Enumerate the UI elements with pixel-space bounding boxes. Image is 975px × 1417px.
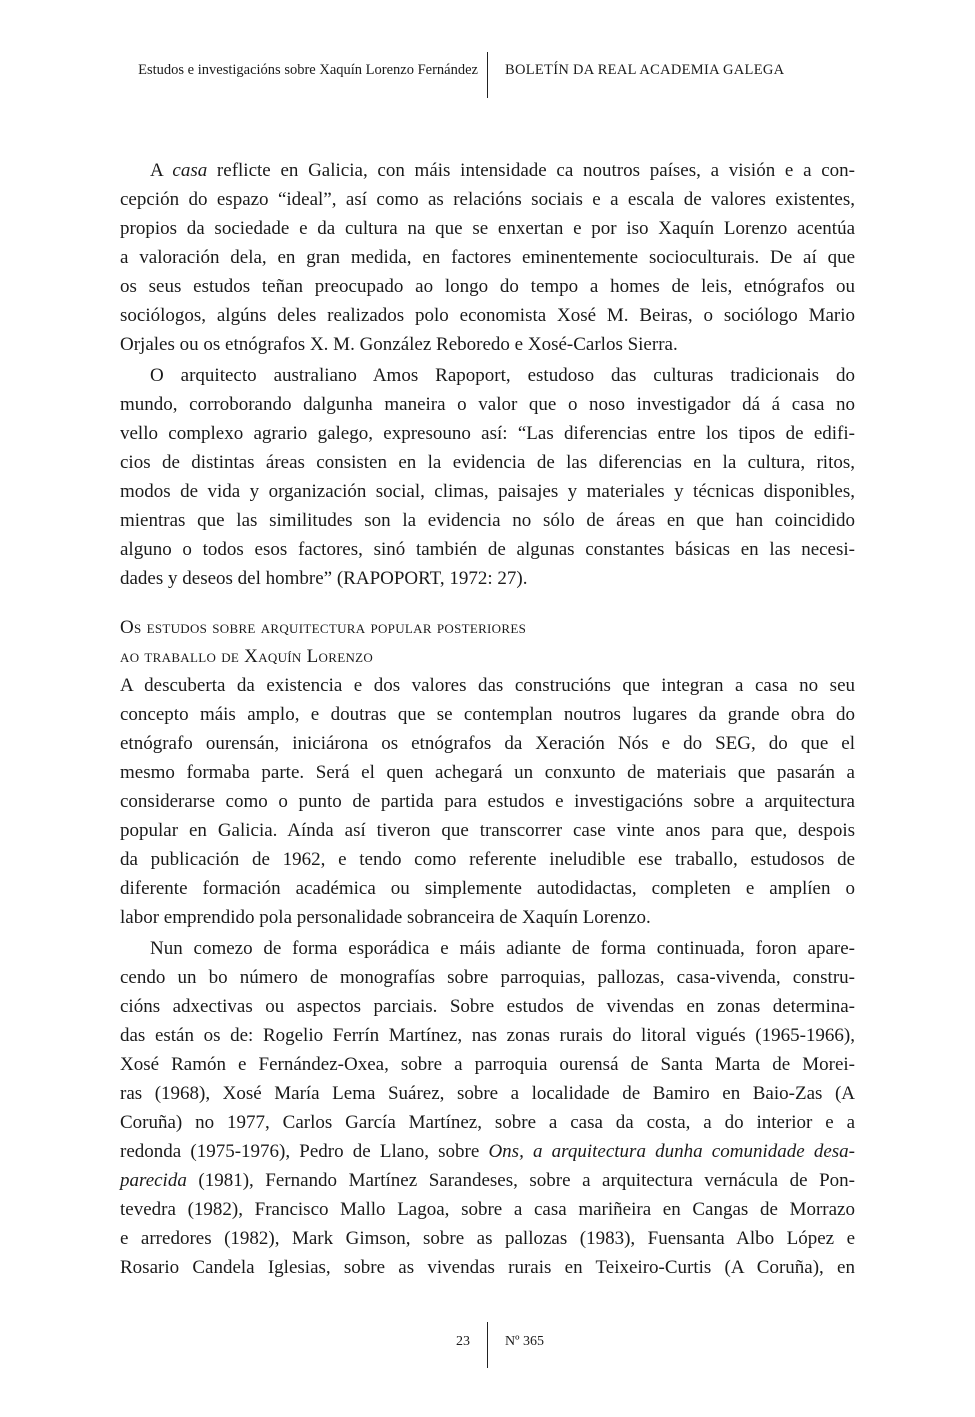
text-line: dades y deseos del hombre” (RAPOPORT, 1972: 27). xyxy=(120,568,528,589)
text-line: ao traballo de Xaquín Lorenzo xyxy=(120,646,374,667)
page-body xyxy=(120,156,855,1284)
text-line: e arredores (1982), Mark Gimson, sobre as pallozas (1983), Fuensanta Albo López e xyxy=(120,1228,855,1249)
text-line xyxy=(120,156,855,185)
text-line: Os estudos sobre arquitectura popular posteriores xyxy=(120,617,527,638)
text-line: cións adxectivas ou aspectos parciais. Sobre estudos de vivendas en zonas determina- xyxy=(120,996,855,1017)
running-header-left: Estudos e investigacións sobre Xaquín Lorenzo Fernández xyxy=(138,62,478,78)
text-line: popular en Galicia. Aínda así tiveron que transcorrer case vinte anos para que, despois xyxy=(120,820,855,841)
paragraph xyxy=(120,934,855,1282)
text-line: considerarse como o punto de partida para estudos e investigacións sobre a arquitectura xyxy=(120,791,855,812)
italic-text: parecida xyxy=(120,1170,187,1191)
text-line: Xosé Ramón e Fernández-Oxea, sobre a parroquia ourensá de Santa Marta de Morei- xyxy=(120,1054,855,1075)
text-line: Nun comezo de forma esporádica e máis adiante de forma continuada, foron apare- xyxy=(150,938,855,959)
text-line: labor emprendido pola personalidade sobranceira de Xaquín Lorenzo. xyxy=(120,907,651,928)
text-line: O arquitecto australiano Amos Rapoport, estudoso das culturas tradicionais do xyxy=(150,365,855,386)
text-line: os seus estudos teñan preocupado ao longo do tempo a homes de leis, etnógrafos ou xyxy=(120,276,855,297)
italic-text: casa xyxy=(172,160,208,181)
text-line: a valoración dela, en gran medida, en factores eminentemente socioculturais. De aí que xyxy=(120,247,855,268)
text-line: mesmo formaba parte. Será el quen achegará un conxunto de materiais que pasarán a xyxy=(120,762,855,783)
text-line: tevedra (1982), Francisco Mallo Lagoa, sobre a casa mariñeira en Cangas de Morrazo xyxy=(120,1199,855,1220)
text-line: Orjales ou os etnógrafos X. M. González Reboredo e Xosé-Carlos Sierra. xyxy=(120,334,678,355)
text-line: propios da sociedade e da cultura na que se enxertan e por iso Xaquín Lorenzo acentúa xyxy=(120,218,855,239)
section-heading xyxy=(120,613,855,671)
text-line: A descuberta da existencia e dos valores das construcións que integran a casa no seu xyxy=(120,675,855,696)
text-line: diferente formación académica ou simplemente autodidactas, completen e amplíen o xyxy=(120,878,855,899)
text-segment: A xyxy=(150,160,173,181)
text-line: etnógrafo ourensán, iniciárona os etnógrafos da Xeración Nós e do SEG, do que el xyxy=(120,733,855,754)
text-line: sociólogos, algúns deles realizados polo economista Xosé M. Beiras, o sociólogo Mario xyxy=(120,305,855,326)
running-header-right: BOLETÍN DA REAL ACADEMIA GALEGA xyxy=(505,62,785,78)
italic-text: Ons, a arquitectura dunha comunidade desa- xyxy=(488,1141,855,1162)
text-line: cendo un bo número de monografías sobre parroquias, pallozas, casa-vivenda, constru- xyxy=(120,967,855,988)
text-line: Coruña) no 1977, Carlos García Martínez, sobre a casa da costa, a do interior e a xyxy=(120,1112,855,1133)
text-line xyxy=(120,1137,855,1166)
header-divider xyxy=(487,52,488,98)
text-line: concepto máis amplo, e doutras que se contemplan noutros lugares da grande obra do xyxy=(120,704,855,725)
page-number: 23 xyxy=(456,1334,470,1349)
text-segment: (1981), Fernando Martínez Sarandeses, sobre a arquitectura vernácula de Pon- xyxy=(186,1170,855,1191)
text-line: mundo, corroborando dalgunha maneira o valor que o noso investigador dá á casa no xyxy=(120,394,855,415)
text-line: vello complexo agrario galego, expresouno así: “Las diferencias entre los tipos de edifi- xyxy=(120,423,855,444)
text-line: da publicación de 1962, e tendo como referente ineludible ese traballo, estudosos de xyxy=(120,849,855,870)
text-segment: redonda (1975-1976), Pedro de Llano, sobre xyxy=(120,1141,489,1162)
text-line: cepción do espazo “ideal”, así como as relacións sociais e a escala de valores existentes, xyxy=(120,189,855,210)
text-line: mientras que las similitudes son la evidencia no sólo de áreas en que han coincidido xyxy=(120,510,855,531)
issue-number: Nº 365 xyxy=(505,1334,544,1349)
paragraph xyxy=(120,156,855,359)
text-line: das están os de: Rogelio Ferrín Martínez, nas zonas rurais do litoral vigués (1965-1966), xyxy=(120,1025,855,1046)
text-line xyxy=(120,1166,855,1195)
text-line: ras (1968), Xosé María Lema Suárez, sobre a localidade de Bamiro en Baio-Zas (A xyxy=(120,1083,855,1104)
text-line: cios de distintas áreas consisten en la evidencia de las diferencias en la cultura, ritos, xyxy=(120,452,855,473)
text-segment: reflicte en Galicia, con máis intensidade ca noutros países, a visión e a con- xyxy=(207,160,855,181)
paragraph xyxy=(120,671,855,932)
footer-divider xyxy=(487,1322,488,1368)
paragraph xyxy=(120,361,855,593)
text-line: alguno o todos esos factores, sinó también de algunas constantes básicas en las necesi- xyxy=(120,539,855,560)
text-line: Rosario Candela Iglesias, sobre as vivendas rurais en Teixeiro-Curtis (A Coruña), en xyxy=(120,1257,855,1278)
text-line: modos de vida y organización social, climas, paisajes y materiales y técnicas disponibles, xyxy=(120,481,855,502)
